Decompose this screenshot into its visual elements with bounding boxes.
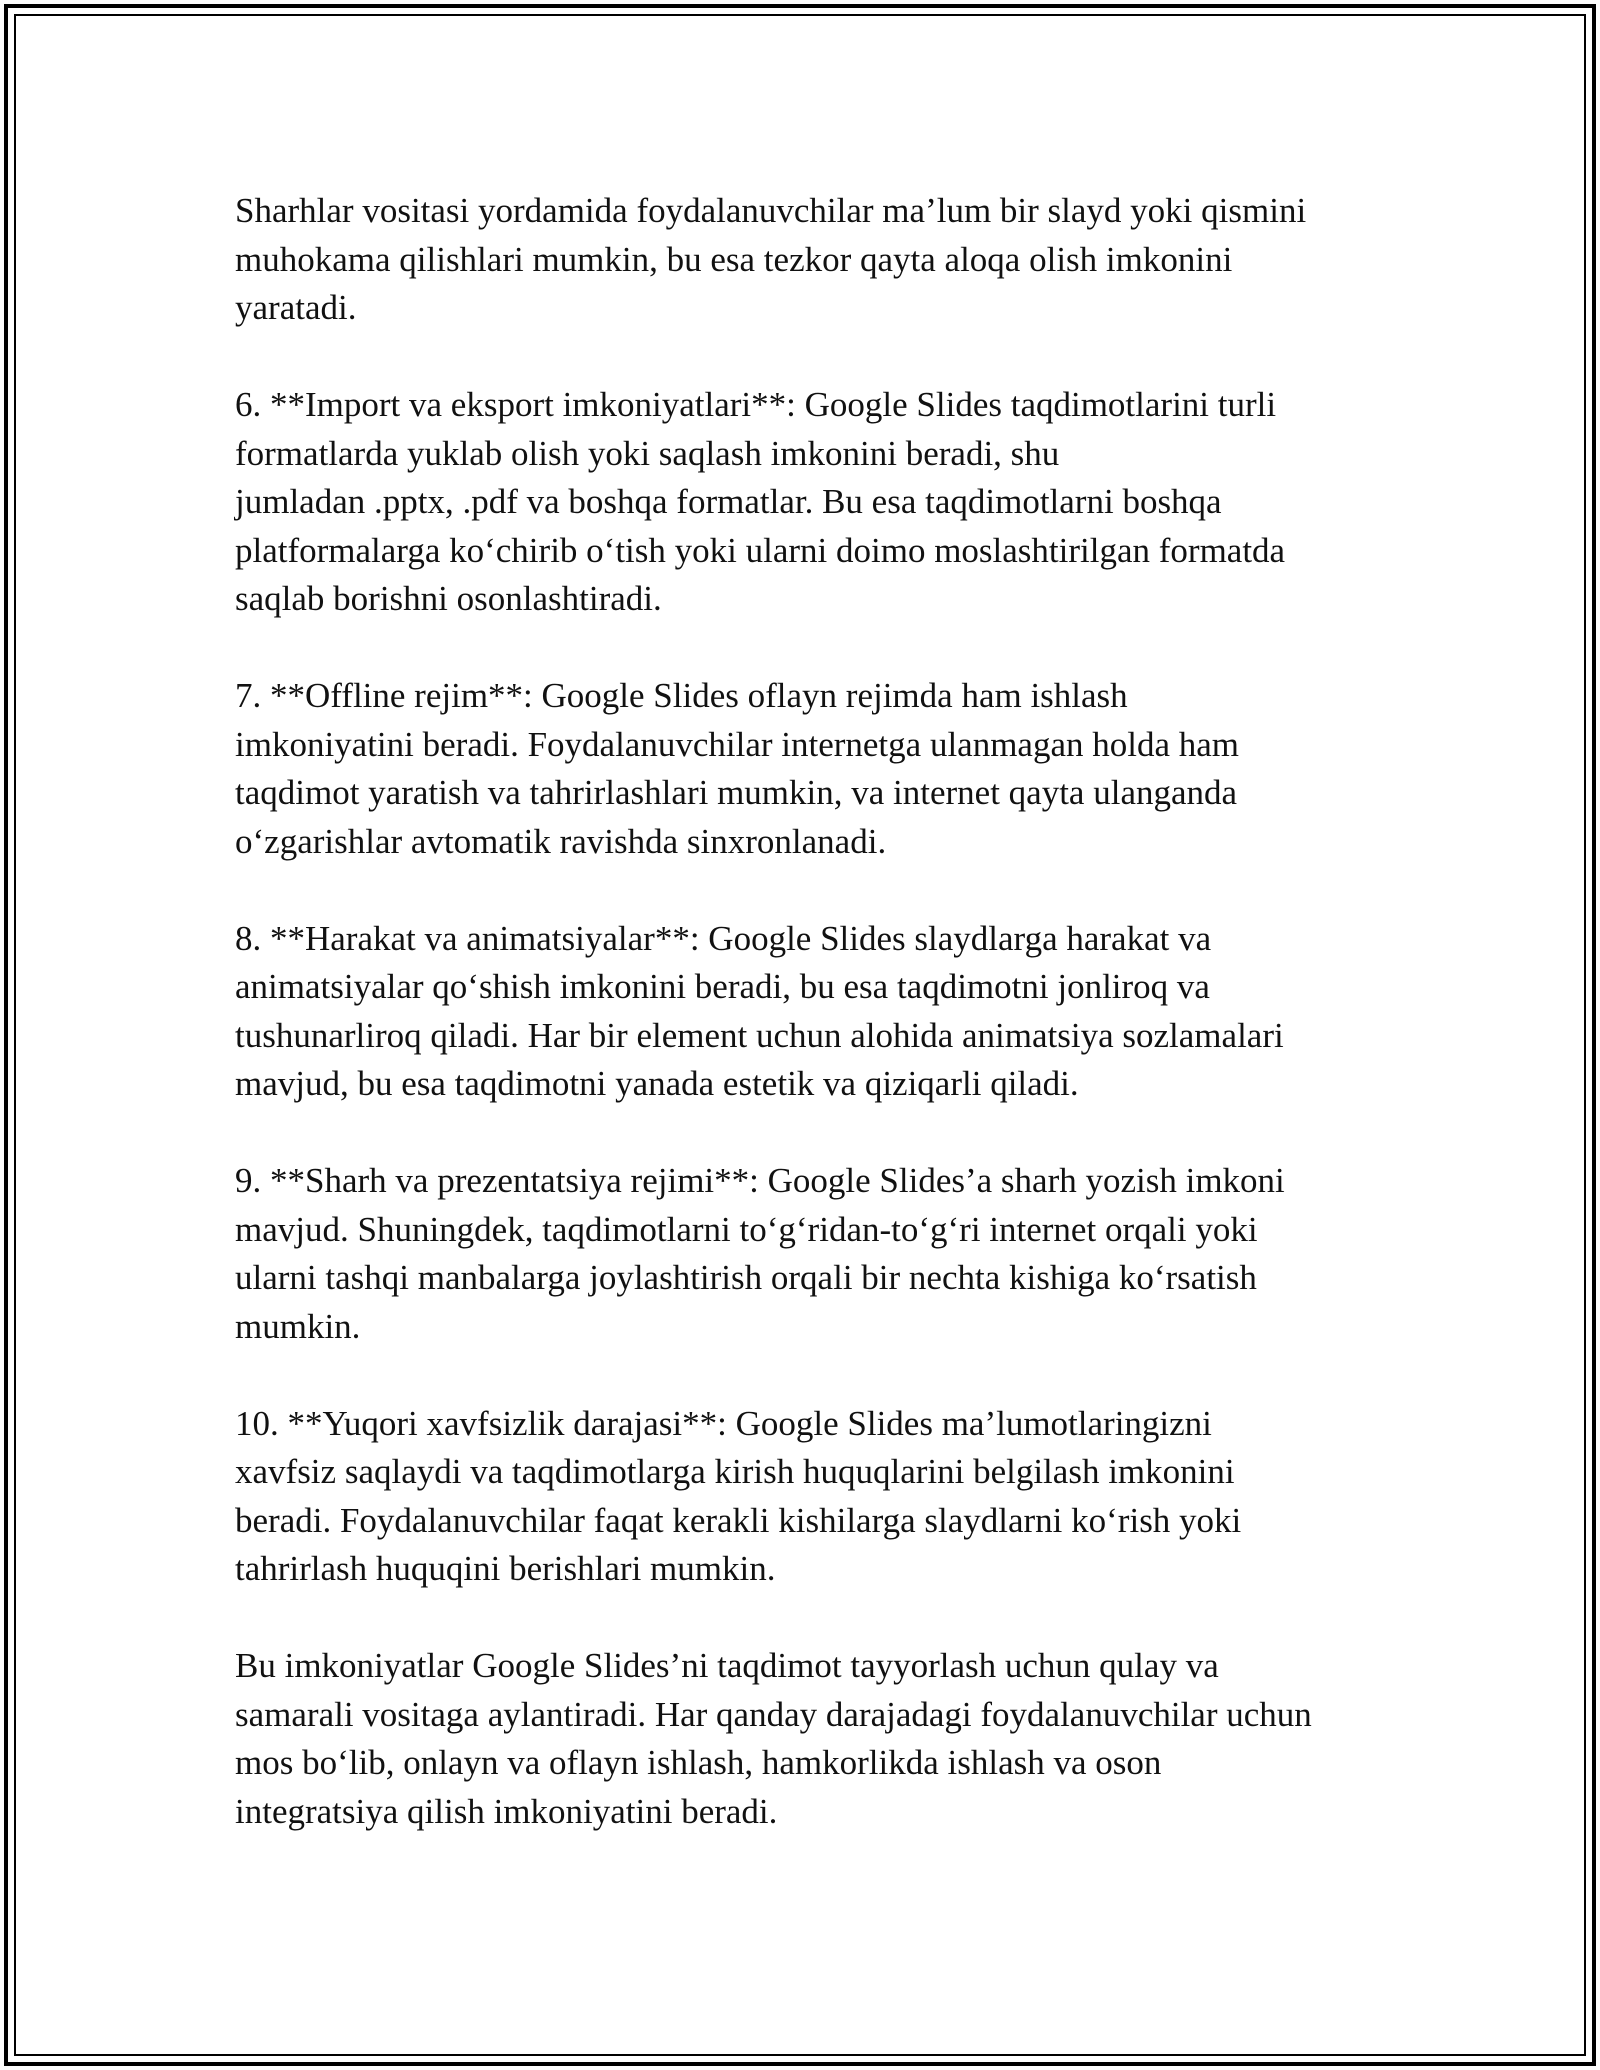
paragraph-presentation-mode (235, 1157, 1385, 1351)
text-line: saqlab borishni osonlashtiradi. (235, 579, 662, 618)
text-line: ularni tashqi manbalarga joylashtirish orqali bir nechta kishiga ko‘rsatish (235, 1258, 1257, 1297)
text-line: muhokama qilishlari mumkin, bu esa tezkor qayta aloqa olish imkonini (235, 239, 1233, 279)
paragraph-animations (235, 915, 1385, 1109)
text-line: mavjud, bu esa taqdimotni yanada estetik va qiziqarli qiladi. (235, 1064, 1079, 1103)
text-line: mos bo‘lib, onlayn va oflayn ishlash, hamkorlikda ishlash va oson (235, 1743, 1162, 1782)
paragraph-comments-intro (235, 187, 1385, 333)
text-line: 7. **Offline rejim**: Google Slides oflayn rejimda ham ishlash (235, 676, 1128, 715)
text-line: mavjud. Shuningdek, taqdimotlarni to‘g‘ridan-to‘g‘ri internet orqali yoki (235, 1209, 1258, 1249)
text-line: animatsiyalar qo‘shish imkonini beradi, bu esa taqdimotni jonliroq va (235, 967, 1210, 1006)
text-line: beradi. Foydalanuvchilar faqat kerakli kishilarga slaydlarni ko‘rish yoki (235, 1500, 1242, 1540)
text-line: samarali vositaga aylantiradi. Har qanday darajadagi foydalanuvchilar uchun (235, 1694, 1312, 1734)
paragraph-import-export (235, 381, 1385, 624)
text-line: imkoniyatini beradi. Foydalanuvchilar internetga ulanmagan holda ham (235, 724, 1240, 764)
text-line: mumkin. (235, 1306, 361, 1346)
text-line: o‘zgarishlar avtomatik ravishda sinxronlanadi. (235, 821, 887, 861)
text-line: Sharhlar vositasi yordamida foydalanuvchilar ma’lum bir slayd yoki qismini (235, 191, 1307, 230)
text-line: taqdimot yaratish va tahrirlashlari mumkin, va internet qayta ulanganda (235, 773, 1238, 812)
text-line: 9. **Sharh va prezentatsiya rejimi**: Google Slides’a sharh yozish imkoni (235, 1161, 1285, 1200)
text-line: tahrirlash huquqini berishlari mumkin. (235, 1549, 776, 1588)
text-line: xavfsiz saqlaydi va taqdimotlarga kirish huquqlarini belgilash imkonini (235, 1452, 1235, 1491)
text-line: formatlarda yuklab olish yoki saqlash imkonini beradi, shu (235, 433, 1060, 473)
text-line: tushunarliroq qiladi. Har bir element uchun alohida animatsiya sozlamalari (235, 1015, 1284, 1055)
paragraph-conclusion (235, 1642, 1385, 1836)
text-line: jumladan .pptx, .pdf va boshqa formatlar. Bu esa taqdimotlarni boshqa (235, 482, 1222, 521)
paragraph-security (235, 1400, 1385, 1594)
text-line: 10. **Yuqori xavfsizlik darajasi**: Google Slides ma’lumotlaringizni (235, 1403, 1212, 1443)
text-line: integratsiya qilish imkoniyatini beradi. (235, 1791, 778, 1831)
text-line: platformalarga ko‘chirib o‘tish yoki ularni doimo moslashtirilgan formatda (235, 530, 1286, 570)
text-line: Bu imkoniyatlar Google Slides’ni taqdimot tayyorlash uchun qulay va (235, 1646, 1219, 1685)
text-line: 6. **Import va eksport imkoniyatlari**: Google Slides taqdimotlarini turli (235, 385, 1277, 424)
text-line: yaratadi. (235, 288, 357, 327)
paragraph-offline-mode (235, 672, 1385, 866)
document-body (235, 187, 1385, 1885)
text-line: 8. **Harakat va animatsiyalar**: Google Slides slaydlarga harakat va (235, 918, 1212, 958)
